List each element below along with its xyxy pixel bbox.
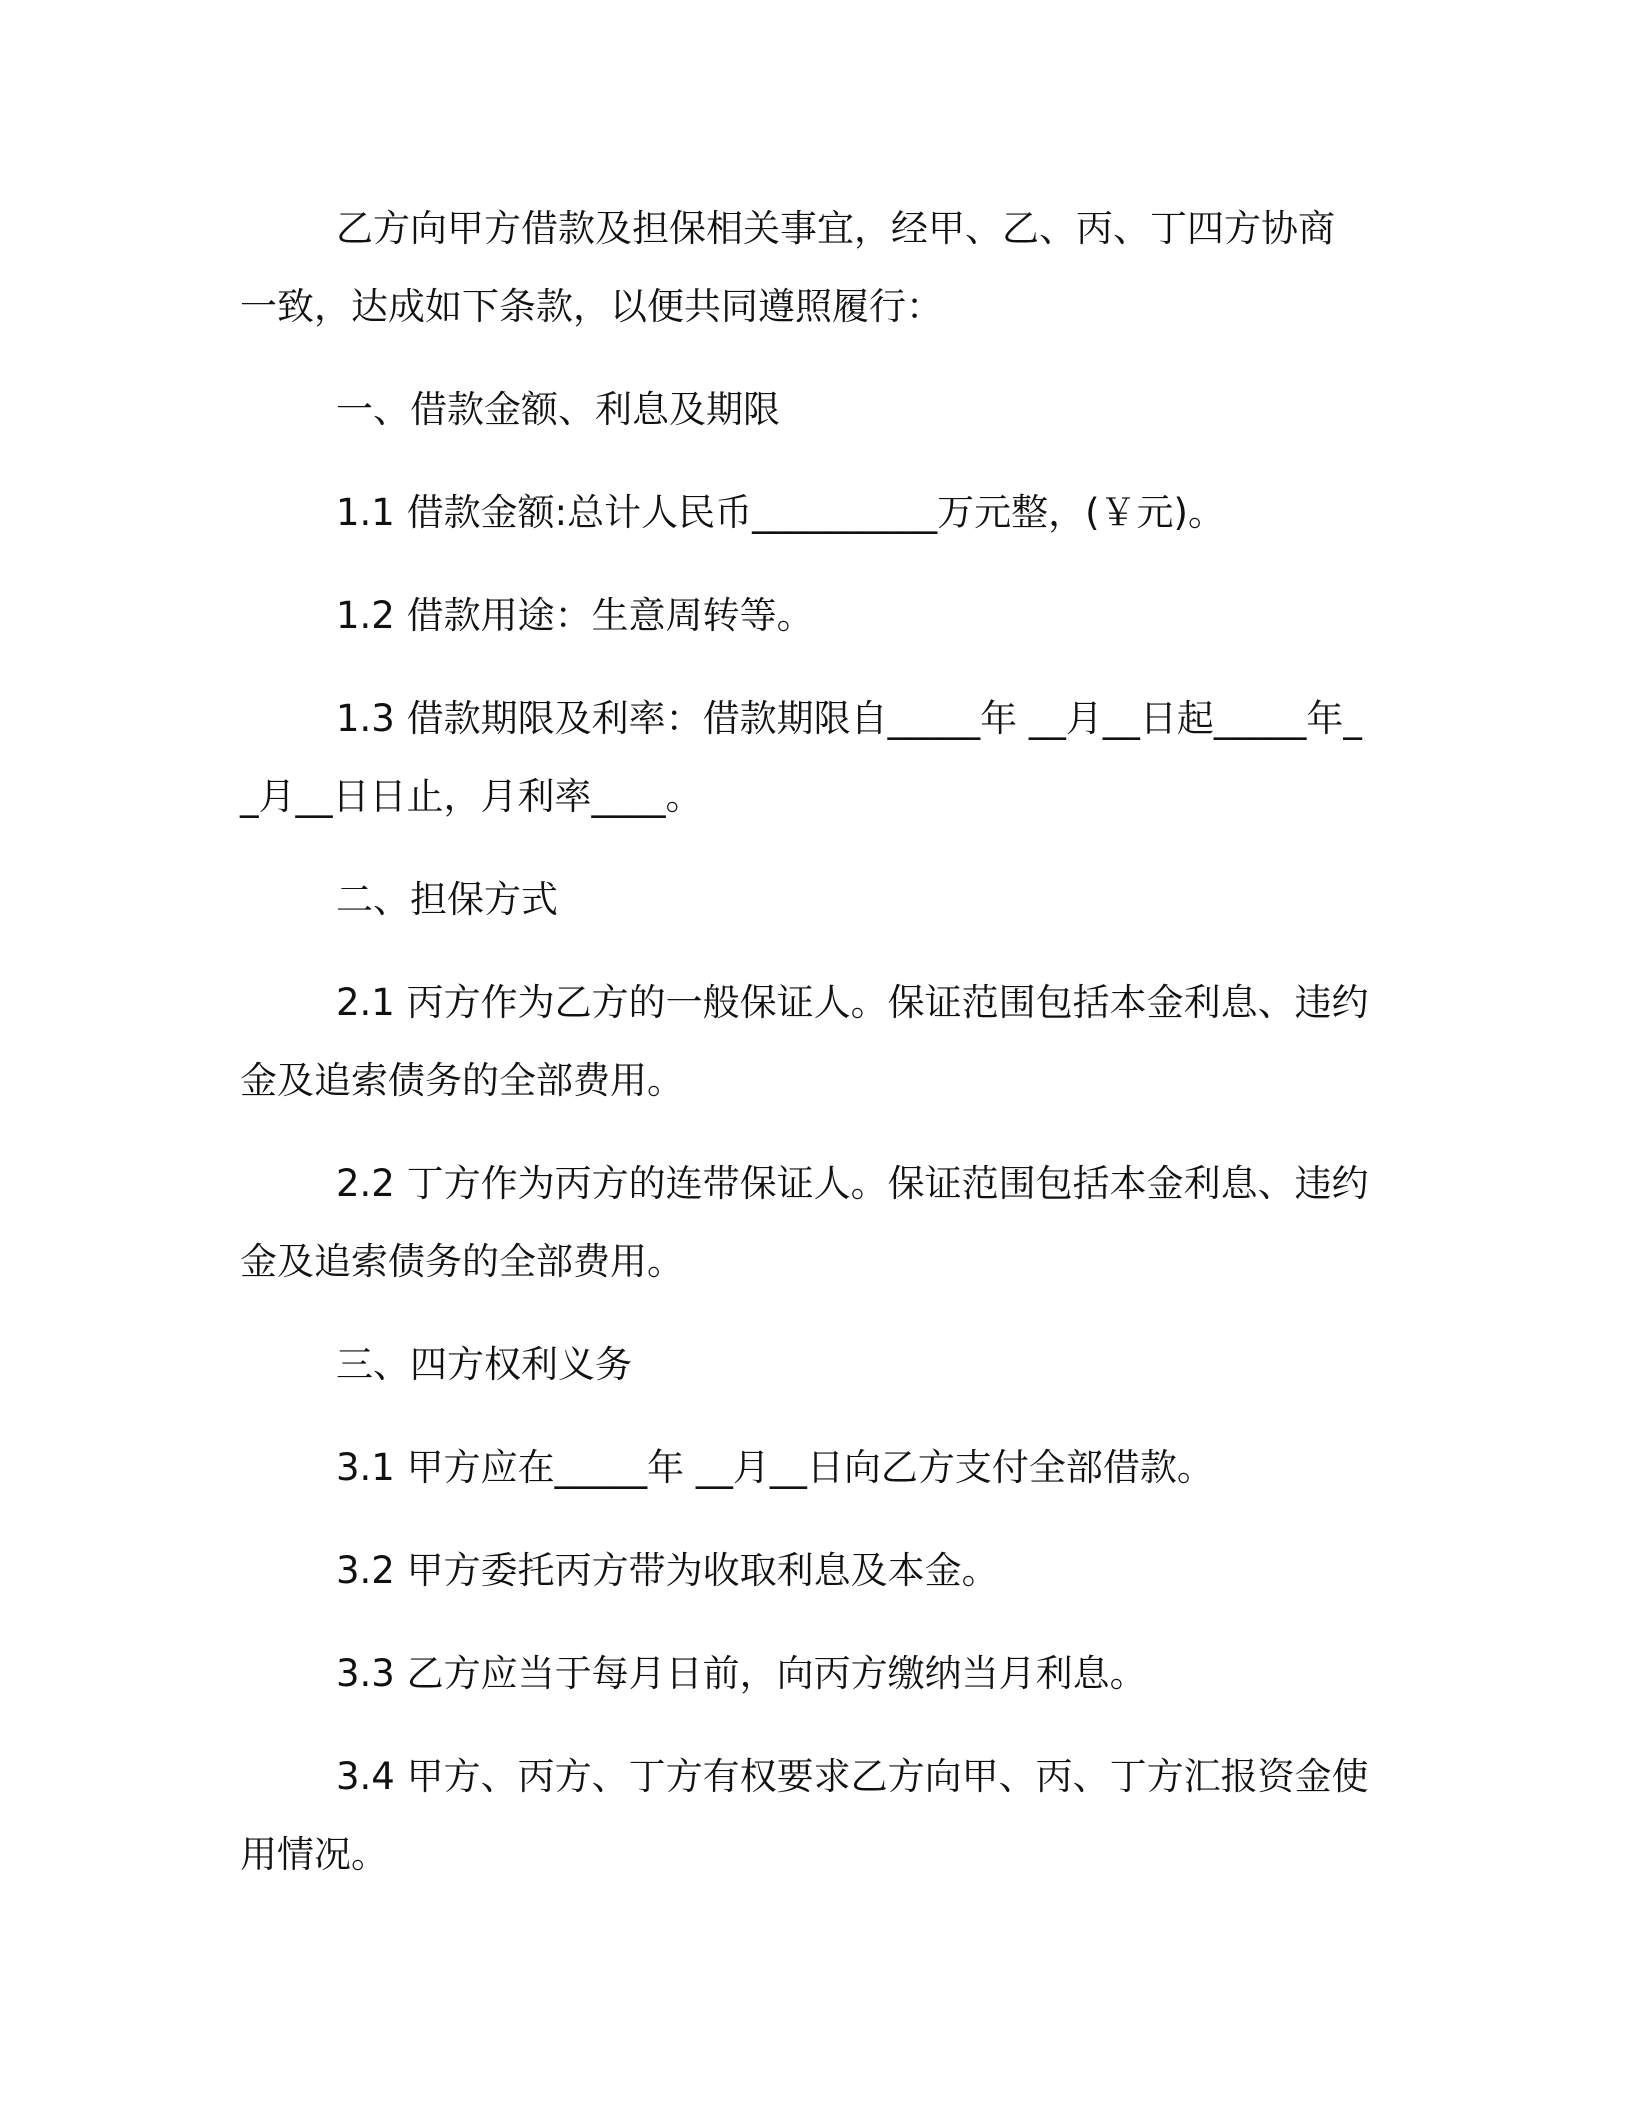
section-heading-1: 一、借款金额、利息及期限 xyxy=(336,388,780,431)
clause-3-3: 3.3 乙方应当于每月日前，向丙方缴纳当月利息。 xyxy=(336,1652,1147,1695)
clause-3-1: 3.1 甲方应在_____年 __月__日向乙方支付全部借款。 xyxy=(336,1446,1214,1489)
clause-1-3: 1.3 借款期限及利率：借款期限自_____年 __月__日起_____年__月__日日止，月利率____。 xyxy=(240,697,1362,818)
clause-3-2: 3.2 甲方委托丙方带为收取利息及本金。 xyxy=(336,1549,999,1592)
clause-1-1: 1.1 借款金额:总计人民币__________万元整，(￥元)。 xyxy=(336,491,1225,534)
clause-2-2: 2.2 丁方作为丙方的连带保证人。保证范围包括本金利息、违约金及追索债务的全部费用。 xyxy=(240,1162,1369,1283)
section-heading-3: 三、四方权利义务 xyxy=(336,1343,632,1386)
clause-3-4: 3.4 甲方、丙方、丁方有权要求乙方向甲、丙、丁方汇报资金使用情况。 xyxy=(240,1755,1369,1876)
intro-paragraph: 乙方向甲方借款及担保相关事宜，经甲、乙、丙、丁四方协商一致，达成如下条款，以便共同遵照履行： xyxy=(240,207,1335,328)
document-body xyxy=(240,190,1370,1894)
section-heading-2: 二、担保方式 xyxy=(336,878,558,921)
clause-1-2: 1.2 借款用途：生意周转等。 xyxy=(336,594,814,637)
clause-2-1: 2.1 丙方作为乙方的一般保证人。保证范围包括本金利息、违约金及追索债务的全部费用。 xyxy=(240,981,1369,1102)
